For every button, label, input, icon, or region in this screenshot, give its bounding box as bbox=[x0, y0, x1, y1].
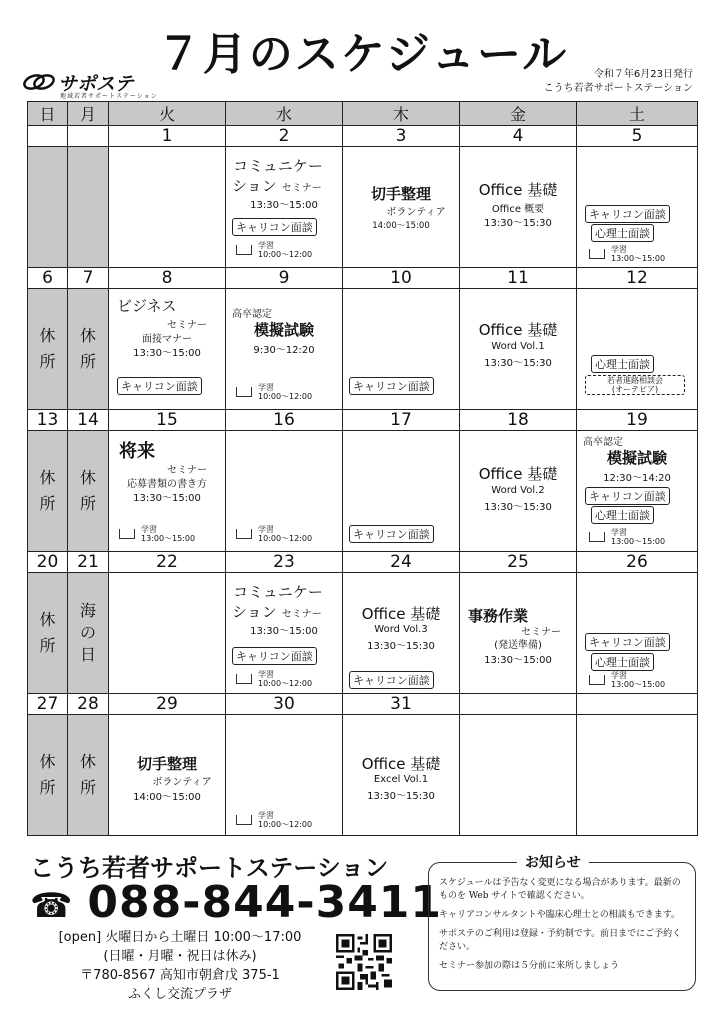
event-title: ション bbox=[232, 603, 277, 621]
date-cell: 11 bbox=[460, 268, 577, 289]
study-label: 学習 bbox=[141, 525, 157, 534]
date-cell: 31 bbox=[343, 694, 460, 715]
closed-label: 休 bbox=[79, 752, 96, 771]
week-3-dates bbox=[28, 410, 698, 431]
event-subtitle: Office 概要 bbox=[491, 204, 545, 215]
date-cell: 1 bbox=[109, 126, 226, 147]
event-title: 切手整理 bbox=[370, 185, 431, 203]
week-4-events bbox=[28, 573, 698, 694]
date-cell bbox=[460, 694, 577, 715]
study-label: 学習 bbox=[611, 671, 627, 680]
study-session bbox=[589, 528, 665, 546]
study-time: 13:00～15:00 bbox=[611, 537, 666, 546]
study-session bbox=[589, 245, 665, 263]
event-time: 13:30～15:30 bbox=[484, 358, 552, 369]
calendar bbox=[27, 101, 698, 836]
week-2-events bbox=[28, 289, 698, 410]
date-cell: 13 bbox=[28, 410, 68, 431]
day-cell-8 bbox=[109, 289, 226, 410]
event-subtitle: 高卒認定 bbox=[583, 437, 623, 448]
book-icon bbox=[236, 674, 252, 684]
week-2-dates bbox=[28, 268, 698, 289]
study-time: 13:00～15:00 bbox=[141, 534, 196, 543]
week-1-events bbox=[28, 147, 698, 268]
page-title: ７月のスケジュール bbox=[156, 29, 569, 80]
event-time: 13:30～15:30 bbox=[367, 791, 435, 802]
closed-cell bbox=[28, 573, 68, 694]
day-cell-9 bbox=[226, 289, 343, 410]
closed-label: 休 bbox=[39, 468, 56, 487]
event-type: セミナー bbox=[521, 627, 561, 638]
date-cell: 4 bbox=[460, 126, 577, 147]
closed-label: 所 bbox=[79, 494, 96, 513]
event-time: 13:30～15:00 bbox=[133, 493, 201, 504]
week-1-dates bbox=[28, 126, 698, 147]
closed-cell bbox=[68, 289, 109, 410]
book-icon bbox=[236, 245, 252, 255]
study-label: 学習 bbox=[258, 383, 274, 392]
date-cell: 17 bbox=[343, 410, 460, 431]
event-title: 模擬試験 bbox=[606, 449, 667, 467]
day-cell-23 bbox=[226, 573, 343, 694]
day-cell-5 bbox=[577, 147, 698, 268]
day-cell-4 bbox=[460, 147, 577, 268]
date-cell: 24 bbox=[343, 552, 460, 573]
closed-label: 所 bbox=[79, 778, 96, 797]
event-title: ション bbox=[232, 177, 277, 195]
date-cell: 18 bbox=[460, 410, 577, 431]
event-title: 模擬試験 bbox=[253, 321, 314, 339]
career-consult-tag: キャリコン面談 bbox=[349, 671, 434, 689]
event-time: 13:30～15:30 bbox=[484, 502, 552, 513]
date-cell: 6 bbox=[28, 268, 68, 289]
event-subtitle: (発送準備) bbox=[494, 640, 542, 651]
day-cell-25 bbox=[460, 573, 577, 694]
issue-date: 令和７年6月23日発行 bbox=[593, 69, 693, 80]
study-session bbox=[589, 671, 665, 689]
event-time: 13:30～15:00 bbox=[250, 626, 318, 637]
closed-label: 所 bbox=[39, 494, 56, 513]
event-title: Office 基礎 bbox=[361, 605, 441, 623]
day-cell-31 bbox=[343, 715, 460, 836]
event-time: 12:30～14:20 bbox=[603, 473, 671, 484]
day-cell-1 bbox=[109, 147, 226, 268]
date-cell: 29 bbox=[109, 694, 226, 715]
date-cell: 23 bbox=[226, 552, 343, 573]
notice-box bbox=[428, 855, 696, 991]
date-cell: 28 bbox=[68, 694, 109, 715]
date-cell: 9 bbox=[226, 268, 343, 289]
career-fair-tag bbox=[585, 375, 685, 395]
event-time: 9:30～12:20 bbox=[253, 345, 315, 356]
career-consult-tag: キャリコン面談 bbox=[585, 205, 670, 223]
holiday-cell bbox=[68, 573, 109, 694]
date-cell: 14 bbox=[68, 410, 109, 431]
study-session bbox=[236, 241, 312, 259]
psych-consult-tag: 心理士面談 bbox=[591, 224, 654, 242]
event-type: セミナー bbox=[167, 465, 207, 476]
logo-mark-icon bbox=[22, 72, 58, 92]
logo-name: サポステ bbox=[58, 73, 134, 95]
issue-org: こうち若者サポートステーション bbox=[543, 83, 693, 94]
date-cell: 21 bbox=[68, 552, 109, 573]
event-title: Office 基礎 bbox=[478, 321, 558, 339]
notice-title: お知らせ bbox=[517, 852, 589, 872]
closed-cell bbox=[28, 715, 68, 836]
date-cell: 19 bbox=[577, 410, 698, 431]
date-cell: 15 bbox=[109, 410, 226, 431]
date-cell: 25 bbox=[460, 552, 577, 573]
week-5-dates bbox=[28, 694, 698, 715]
day-cell-17 bbox=[343, 431, 460, 552]
closed-label: 休 bbox=[39, 610, 56, 629]
closed-label: 所 bbox=[39, 778, 56, 797]
day-cell-29 bbox=[109, 715, 226, 836]
date-cell bbox=[28, 126, 68, 147]
event-subtitle: Excel Vol.1 bbox=[373, 774, 429, 785]
career-consult-tag: キャリコン面談 bbox=[585, 633, 670, 651]
weekday-fri: 金 bbox=[460, 102, 577, 126]
weekday-mon: 月 bbox=[68, 102, 109, 126]
day-cell-19 bbox=[577, 431, 698, 552]
fair-venue: (オーテピア) bbox=[611, 385, 659, 394]
career-consult-tag: キャリコン面談 bbox=[349, 377, 434, 395]
event-type: ボランティア bbox=[152, 777, 212, 788]
event-title: 将来 bbox=[119, 441, 155, 462]
closed-days: (日曜・月曜・祝日は休み) bbox=[103, 949, 257, 964]
weekday-thu: 木 bbox=[343, 102, 460, 126]
date-cell: 16 bbox=[226, 410, 343, 431]
phone-number[interactable] bbox=[30, 877, 442, 928]
study-label: 学習 bbox=[611, 528, 627, 537]
psych-consult-tag: 心理士面談 bbox=[591, 506, 654, 524]
notice-item: セミナー参加の際は５分前に来所しましょう bbox=[439, 961, 620, 971]
study-time: 13:00～15:00 bbox=[611, 254, 666, 263]
holiday-label: の bbox=[79, 623, 96, 642]
day-cell-24 bbox=[343, 573, 460, 694]
fair-title: 若者進路相談会 bbox=[607, 376, 663, 385]
day-cell-2 bbox=[226, 147, 343, 268]
phone-text: 088-844-3411 bbox=[87, 877, 443, 928]
event-subtitle: Word Vol.2 bbox=[491, 485, 545, 496]
closed-cell bbox=[68, 431, 109, 552]
closed-cell bbox=[68, 715, 109, 836]
event-subtitle: 面接マナー bbox=[142, 334, 192, 345]
event-time: 13:30～15:00 bbox=[250, 200, 318, 211]
closed-label: 休 bbox=[39, 752, 56, 771]
study-time: 13:00～15:00 bbox=[611, 680, 666, 689]
event-subtitle: 高卒認定 bbox=[232, 309, 272, 320]
week-5-events bbox=[28, 715, 698, 836]
event-time: 14:00～15:00 bbox=[372, 221, 430, 231]
notice-item: スケジュールは予告なく変更になる場合があります。最新のものを Web サイトで確認ください。 bbox=[439, 878, 681, 901]
event-time: 13:30～15:00 bbox=[133, 348, 201, 359]
logo-subtitle: 地域若者サポートステーション bbox=[60, 93, 158, 100]
empty-cell bbox=[460, 715, 577, 836]
event-title: コミュニケー bbox=[233, 157, 323, 175]
date-cell: 3 bbox=[343, 126, 460, 147]
opening-hours bbox=[30, 928, 330, 1004]
study-time: 10:00～12:00 bbox=[258, 392, 313, 401]
date-cell: 5 bbox=[577, 126, 698, 147]
book-icon bbox=[589, 249, 605, 259]
date-cell: 20 bbox=[28, 552, 68, 573]
career-consult-tag: キャリコン面談 bbox=[349, 525, 434, 543]
date-cell bbox=[68, 126, 109, 147]
study-label: 学習 bbox=[258, 811, 274, 820]
event-title: 事務作業 bbox=[468, 607, 529, 625]
weekday-header bbox=[28, 102, 698, 126]
building: ふくし交流プラザ bbox=[127, 987, 232, 1002]
address: 〒780-8567 高知市朝倉戊 375-1 bbox=[80, 968, 280, 983]
study-time: 10:00～12:00 bbox=[258, 820, 313, 829]
empty-cell bbox=[28, 147, 68, 268]
event-type: セミナー bbox=[167, 320, 207, 331]
study-label: 学習 bbox=[258, 525, 274, 534]
career-consult-tag: キャリコン面談 bbox=[117, 377, 202, 395]
week-3-events bbox=[28, 431, 698, 552]
date-cell bbox=[577, 694, 698, 715]
day-cell-18 bbox=[460, 431, 577, 552]
study-label: 学習 bbox=[258, 670, 274, 679]
telephone-icon: ☎ bbox=[30, 886, 74, 926]
day-cell-26 bbox=[577, 573, 698, 694]
study-label: 学習 bbox=[611, 245, 627, 254]
study-label: 学習 bbox=[258, 241, 274, 250]
date-cell: 30 bbox=[226, 694, 343, 715]
closed-label: 休 bbox=[79, 326, 96, 345]
footer-org-name: こうち若者サポートステーション bbox=[30, 854, 389, 882]
event-type: セミナー bbox=[281, 183, 322, 194]
date-cell: 10 bbox=[343, 268, 460, 289]
holiday-label: 海 bbox=[79, 601, 96, 620]
closed-label: 所 bbox=[39, 636, 56, 655]
closed-label: 所 bbox=[39, 352, 56, 371]
book-icon bbox=[589, 675, 605, 685]
saposute-logo bbox=[22, 70, 172, 100]
closed-label: 休 bbox=[39, 326, 56, 345]
date-cell: 22 bbox=[109, 552, 226, 573]
date-cell: 2 bbox=[226, 126, 343, 147]
event-subtitle: Word Vol.3 bbox=[374, 624, 428, 635]
day-cell-30 bbox=[226, 715, 343, 836]
event-title: 切手整理 bbox=[136, 755, 197, 773]
empty-cell bbox=[577, 715, 698, 836]
week-4-dates bbox=[28, 552, 698, 573]
study-session bbox=[236, 525, 312, 543]
event-title: コミュニケー bbox=[233, 583, 323, 601]
date-cell: 27 bbox=[28, 694, 68, 715]
day-cell-3 bbox=[343, 147, 460, 268]
date-cell: 8 bbox=[109, 268, 226, 289]
weekday-sat: 土 bbox=[577, 102, 698, 126]
study-session bbox=[119, 525, 195, 543]
psych-consult-tag: 心理士面談 bbox=[591, 653, 654, 671]
event-type: セミナー bbox=[281, 609, 322, 620]
date-cell: 7 bbox=[68, 268, 109, 289]
study-session bbox=[236, 670, 312, 688]
day-cell-11 bbox=[460, 289, 577, 410]
study-time: 10:00～12:00 bbox=[258, 679, 313, 688]
day-cell-10 bbox=[343, 289, 460, 410]
book-icon bbox=[236, 815, 252, 825]
holiday-label: 日 bbox=[79, 645, 96, 664]
event-time: 13:30～15:30 bbox=[484, 218, 552, 229]
event-time: 13:30～15:00 bbox=[484, 655, 552, 666]
study-session bbox=[236, 383, 312, 401]
closed-label: 所 bbox=[79, 352, 96, 371]
event-title: Office 基礎 bbox=[478, 181, 558, 199]
day-cell-12 bbox=[577, 289, 698, 410]
weekday-wed: 水 bbox=[226, 102, 343, 126]
weekday-tue: 火 bbox=[109, 102, 226, 126]
event-title: ビジネス bbox=[117, 297, 177, 315]
date-cell: 26 bbox=[577, 552, 698, 573]
date-cell: 12 bbox=[577, 268, 698, 289]
book-icon bbox=[589, 532, 605, 542]
notice-item: サポステのご利用は登録・予約制です。前日までにご予約ください。 bbox=[439, 929, 682, 952]
book-icon bbox=[236, 529, 252, 539]
day-cell-16 bbox=[226, 431, 343, 552]
study-time: 10:00～12:00 bbox=[258, 534, 313, 543]
closed-label: 休 bbox=[79, 468, 96, 487]
issue-info bbox=[544, 68, 693, 96]
event-subtitle: Word Vol.1 bbox=[491, 341, 545, 352]
day-cell-22 bbox=[109, 573, 226, 694]
book-icon bbox=[236, 387, 252, 397]
notice-body bbox=[439, 877, 687, 979]
closed-cell bbox=[28, 431, 68, 552]
career-consult-tag: キャリコン面談 bbox=[232, 218, 317, 236]
career-consult-tag: キャリコン面談 bbox=[232, 647, 317, 665]
event-time: 14:00～15:00 bbox=[133, 792, 201, 803]
psych-consult-tag: 心理士面談 bbox=[591, 355, 654, 373]
event-time: 13:30～15:30 bbox=[367, 641, 435, 652]
closed-cell bbox=[28, 289, 68, 410]
event-subtitle: 応募書類の書き方 bbox=[127, 479, 207, 490]
event-type: ボランティア bbox=[386, 207, 446, 218]
event-title: Office 基礎 bbox=[478, 465, 558, 483]
event-title: Office 基礎 bbox=[361, 755, 441, 773]
study-time: 10:00～12:00 bbox=[258, 250, 313, 259]
empty-cell bbox=[68, 147, 109, 268]
study-session bbox=[236, 811, 312, 829]
notice-item: キャリアコンサルタントや臨床心理士との相談もできます。 bbox=[439, 910, 681, 920]
weekday-sun: 日 bbox=[28, 102, 68, 126]
qr-code-icon[interactable] bbox=[336, 934, 392, 990]
career-consult-tag: キャリコン面談 bbox=[585, 487, 670, 505]
book-icon bbox=[119, 529, 135, 539]
open-hours: [open] 火曜日から土曜日 10:00～17:00 bbox=[58, 930, 302, 945]
day-cell-15 bbox=[109, 431, 226, 552]
